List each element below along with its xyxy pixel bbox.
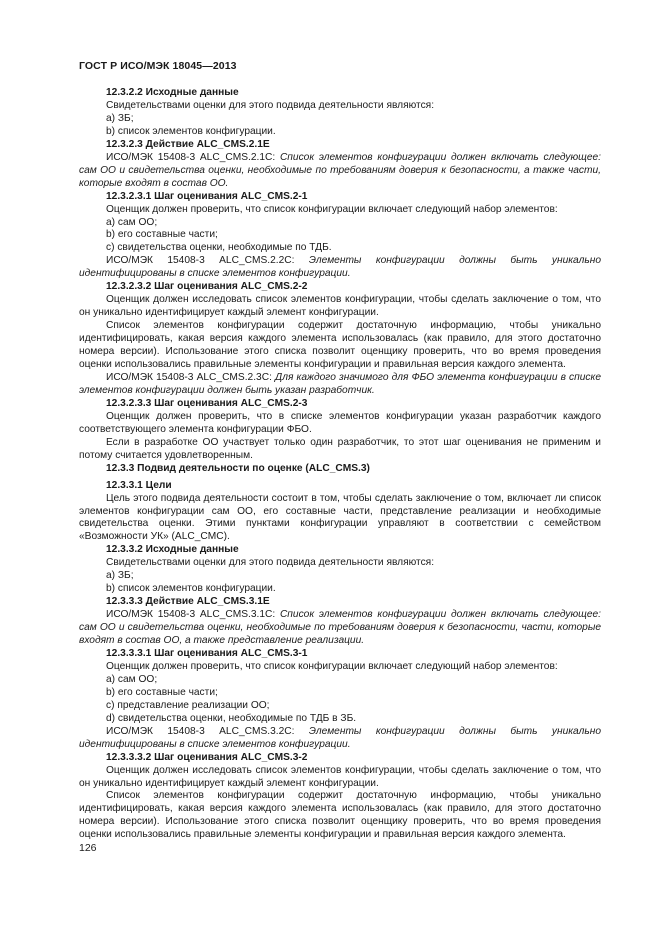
paragraph-text: a) ЗБ; [106,570,134,582]
paragraph [79,687,601,700]
paragraph-text: Оценщик должен проверить, что список конфигурации включает следующий набор элементов: [106,660,558,672]
paragraph-text: Оценщик должен исследовать список элементов конфигурации, чтобы сделать заключение о том, что он уникально идентифицирует каждый элемент конфигурации. [79,294,601,319]
paragraph [79,493,601,545]
paragraph [79,372,601,398]
paragraph-text: ИСО/МЭК 15408-3 ALC_CMS.2.1C: [106,151,280,163]
paragraph-text: Оценщик должен исследовать список элементов конфигурации, чтобы сделать заключение о том, что он уникально идентифицирует каждый элемент конфигурации. [79,764,601,789]
paragraph-text: Список элементов конфигурации содержит достаточную информацию, чтобы уникально идентифицировать, какая версия каждого элемента использовалась (как правило, для этого достаточно номера версии). Использование этого списка позволит оценщику проверить, что во время проведения оценки использовались правильные элементы конфигурации и правильная версия каждого элемента. [79,790,601,841]
paragraph-text: b) список элементов конфигурации. [106,125,276,137]
section-heading [79,752,601,765]
paragraph-text: Если в разработке ОО участвует только один разработчик, то этот шаг оценивания не применим и потому считается удовлетворенным. [79,436,601,461]
paragraph-text: 12.3.3.3 Действие ALC_CMS.3.1E [106,596,270,608]
paragraph-text: ИСО/МЭК 15408-3 ALC_CMS.3.1C: [106,609,280,621]
paragraph-text: 12.3.2.3 Действие ALC_CMS.2.1E [106,138,270,150]
paragraph-text: a) сам ОО; [106,673,158,685]
paragraph-text: a) ЗБ; [106,112,134,124]
section-heading [79,480,601,493]
section-heading [79,544,601,557]
paragraph [79,217,601,230]
paragraph [79,294,601,320]
paragraph-text: ИСО/МЭК 15408-3 ALC_CMS.2.2C: [106,255,309,267]
requirement-text: Список элементов конфигурации должен включать следующее: сам ОО и свидетельства оценки, необходимые по требованиям доверия к безопасности, а также части, которые входят в состав ОО. [79,151,601,189]
paragraph-text: 12.3.2.3.3 Шаг оценивания ALC_CMS.2-3 [106,397,308,409]
paragraph-text: 12.3.3 Подвид деятельности по оценке (ALC_CMS.3) [106,462,370,474]
paragraph-text: 12.3.3.3.2 Шаг оценивания ALC_CMS.3-2 [106,751,308,763]
page-header: ГОСТ Р ИСО/МЭК 18045—2013 [79,60,237,72]
requirement-text: Для каждого значимого для ФБО элемента конфигурации в списке элементов конфигурации должен быть указан разработчик. [79,371,601,396]
requirement-text: Список элементов конфигурации должен включать следующее: сам ОО и свидетельства оценки, необходимые по требованиям доверия к безопасности, части, которые входят в состав ОО, а также представление реализации. [79,609,601,647]
section-heading [79,139,601,152]
paragraph [79,790,601,842]
section-heading [79,281,601,294]
paragraph-text: 12.3.2.3.2 Шаг оценивания ALC_CMS.2-2 [106,281,308,293]
paragraph [79,713,601,726]
paragraph-text: Оценщик должен проверить, что список конфигурации включает следующий набор элементов: [106,203,558,215]
paragraph-text: ИСО/МЭК 15408-3 ALC_CMS.3.2C: [106,725,309,737]
section-heading [79,648,601,661]
paragraph [79,557,601,570]
paragraph [79,437,601,463]
page-number: 126 [79,842,97,854]
paragraph-text: Свидетельствами оценки для этого подвида деятельности являются: [106,557,435,569]
section-heading [79,191,601,204]
document-body [79,87,601,842]
paragraph [79,765,601,791]
section-heading [79,87,601,100]
paragraph [79,570,601,583]
paragraph-text: c) свидетельства оценки, необходимые по ТДБ. [106,242,332,254]
paragraph [79,255,601,281]
paragraph [79,674,601,687]
paragraph [79,700,601,713]
paragraph [79,126,601,139]
paragraph-text: Список элементов конфигурации содержит достаточную информацию, чтобы уникально идентифицировать, какая версия каждого элемента использовалась (как правило, для этого достаточно номера версии). Использование этого списка позволит оценщику проверить, что во время проведения оценки использовались правильные элементы конфигурации и правильная версия каждого элемента. [79,320,601,371]
section-heading [79,463,601,476]
paragraph-text: b) его составные части; [106,686,218,698]
paragraph-text: 12.3.3.1 Цели [106,479,172,491]
paragraph [79,113,601,126]
paragraph [79,100,601,113]
paragraph [79,411,601,437]
paragraph-text: Свидетельствами оценки для этого подвида деятельности являются: [106,99,435,111]
paragraph-text: Цель этого подвида деятельности состоит в том, чтобы сделать заключение о том, включает ли список элементов конфигурации сам ОО, его составные части, представление реализации и необходимые свидетельства оценки. Этими пунктами конфигурации управляют в соответствии с семейством «Возможности УК» (ALC_CMC). [79,492,601,543]
paragraph-text: b) его составные части; [106,229,218,241]
paragraph-text: ИСО/МЭК 15408-3 ALC_CMS.2.3C: [106,371,276,383]
paragraph-text: d) свидетельства оценки, необходимые по ТДБ в ЗБ. [106,712,357,724]
paragraph [79,242,601,255]
requirement-text: Элементы конфигурации должны быть уникально идентифицированы в списке элементов конфигурации. [79,725,601,750]
requirement-text: Элементы конфигурации должны быть уникально идентифицированы в списке элементов конфигурации. [79,255,601,280]
paragraph-text: b) список элементов конфигурации. [106,583,276,595]
paragraph [79,583,601,596]
paragraph [79,726,601,752]
section-heading [79,596,601,609]
paragraph-text: 12.3.3.3.1 Шаг оценивания ALC_CMS.3-1 [106,647,308,659]
paragraph-text: 12.3.2.2 Исходные данные [106,87,239,98]
paragraph-text: Оценщик должен проверить, что в списке элементов конфигурации указан разработчик каждого соответствующего элемента конфигурации ФБО. [79,410,601,435]
paragraph-text: 12.3.3.2 Исходные данные [106,544,239,556]
paragraph-text: a) сам ОО; [106,216,158,228]
paragraph-text: 12.3.2.3.1 Шаг оценивания ALC_CMS.2-1 [106,190,308,202]
paragraph [79,609,601,648]
section-heading [79,398,601,411]
paragraph [79,204,601,217]
paragraph [79,152,601,191]
paragraph [79,320,601,372]
paragraph-text: c) представление реализации ОО; [106,699,270,711]
paragraph [79,229,601,242]
paragraph [79,661,601,674]
